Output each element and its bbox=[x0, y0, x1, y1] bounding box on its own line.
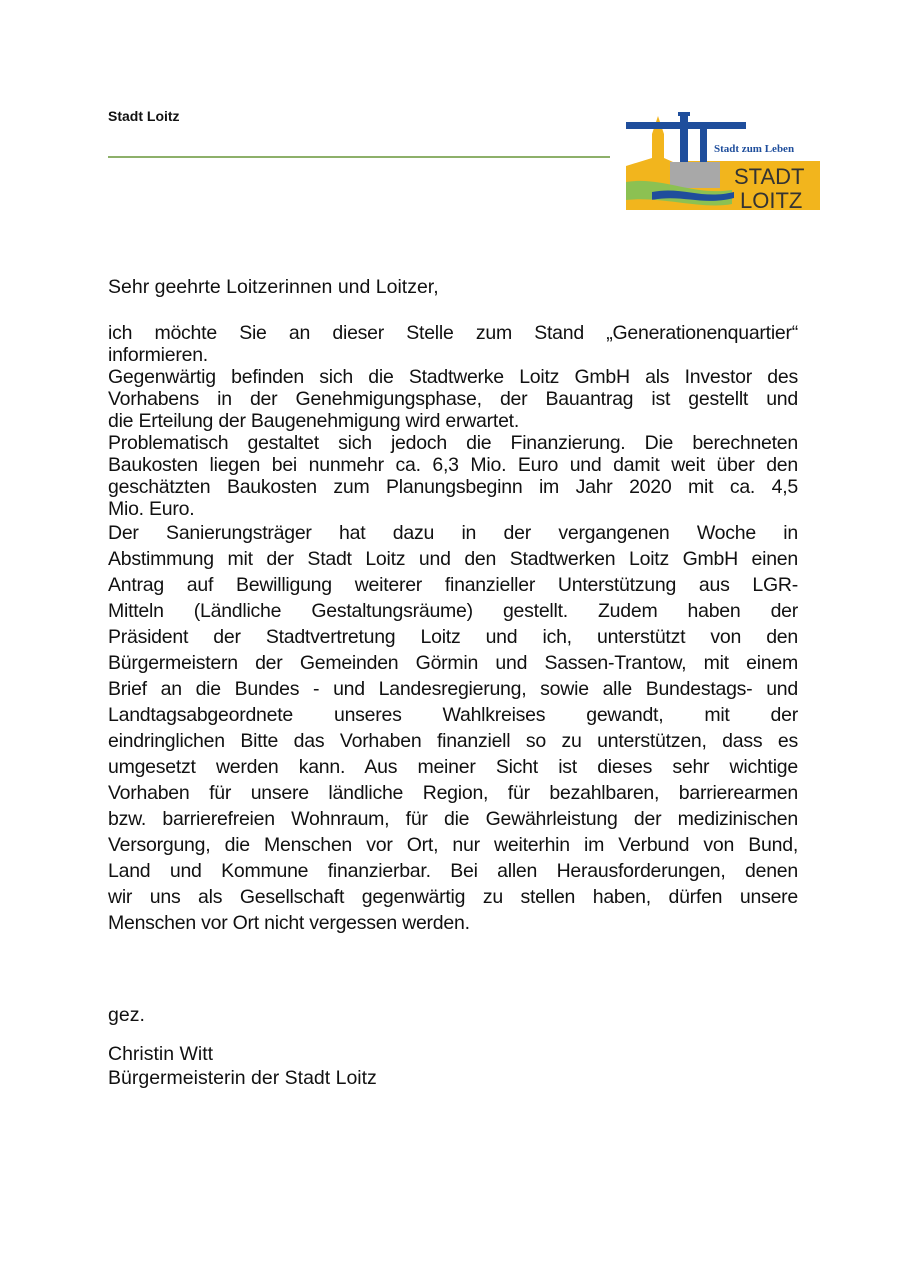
text-line: Menschen vor Ort nicht vergessen werden. bbox=[108, 912, 470, 934]
letterhead-org-name: Stadt Loitz bbox=[108, 108, 180, 124]
signature-block bbox=[108, 1042, 377, 1090]
signatory-name: Christin Witt bbox=[108, 1043, 214, 1065]
text-line: ich möchte Sie an dieser Stelle zum Stand „Generationenquartier“ bbox=[108, 322, 798, 344]
text-line: Präsident der Stadtvertretung Loitz und ich, unterstützt von den bbox=[108, 626, 798, 648]
text-line: Vorhaben für unsere ländliche Region, für bezahlbaren, barrierearmen bbox=[108, 782, 798, 804]
logo-word-loitz: LOITZ bbox=[740, 188, 803, 212]
text-line: Mio. Euro. bbox=[108, 498, 195, 520]
stadt-loitz-logo-icon bbox=[622, 106, 822, 212]
text-line: eindringlichen Bitte das Vorhaben finanziell so zu unterstützen, dass es bbox=[108, 730, 798, 752]
text-line: Bürgermeistern der Gemeinden Görmin und Sassen-Trantow, mit einem bbox=[108, 652, 798, 674]
text-line: Brief an die Bundes - und Landesregierung, sowie alle Bundestags- und bbox=[108, 678, 798, 700]
text-line: bzw. barrierefreien Wohnraum, für die Gewährleistung der medizinischen bbox=[108, 808, 798, 830]
closing: gez. bbox=[108, 1004, 145, 1026]
text-line: Antrag auf Bewilligung weiterer finanzieller Unterstützung aus LGR- bbox=[108, 574, 798, 596]
signatory-title: Bürgermeisterin der Stadt Loitz bbox=[108, 1067, 377, 1089]
text-line: Abstimmung mit der Stadt Loitz und den Stadtwerken Loitz GmbH einen bbox=[108, 548, 798, 570]
logo-slogan: Stadt zum Leben bbox=[714, 143, 795, 155]
text-line: Problematisch gestaltet sich jedoch die Finanzierung. Die berechneten bbox=[108, 432, 798, 454]
letter-body bbox=[108, 322, 798, 936]
text-line: informieren. bbox=[108, 344, 208, 366]
text-line: die Erteilung der Baugenehmigung wird erwartet. bbox=[108, 410, 519, 432]
logo-word-stadt: STADT bbox=[734, 164, 805, 189]
text-line: Baukosten liegen bei nunmehr ca. 6,3 Mio. Euro und damit weit über den bbox=[108, 454, 798, 476]
text-line: Land und Kommune finanzierbar. Bei allen Herausforderungen, denen bbox=[108, 860, 798, 882]
paragraph-1 bbox=[108, 322, 798, 520]
text-line: wir uns als Gesellschaft gegenwärtig zu stellen haben, dürfen unsere bbox=[108, 886, 798, 908]
text-line: Der Sanierungsträger hat dazu in der vergangenen Woche in bbox=[108, 522, 798, 544]
letterhead-rule bbox=[108, 156, 610, 158]
text-line: geschätzten Baukosten zum Planungsbeginn im Jahr 2020 mit ca. 4,5 bbox=[108, 476, 798, 498]
text-line: Gegenwärtig befinden sich die Stadtwerke Loitz GmbH als Investor des bbox=[108, 366, 798, 388]
salutation: Sehr geehrte Loitzerinnen und Loitzer, bbox=[108, 276, 439, 298]
paragraph-2 bbox=[108, 520, 798, 936]
text-line: Vorhabens in der Genehmigungsphase, der Bauantrag ist gestellt und bbox=[108, 388, 798, 410]
text-line: Versorgung, die Menschen vor Ort, nur weiterhin im Verbund von Bund, bbox=[108, 834, 798, 856]
text-line: umgesetzt werden kann. Aus meiner Sicht ist dieses sehr wichtige bbox=[108, 756, 798, 778]
text-line: Mitteln (Ländliche Gestaltungsräume) gestellt. Zudem haben der bbox=[108, 600, 798, 622]
text-line: Landtagsabgeordnete unseres Wahlkreises gewandt, mit der bbox=[108, 704, 798, 726]
